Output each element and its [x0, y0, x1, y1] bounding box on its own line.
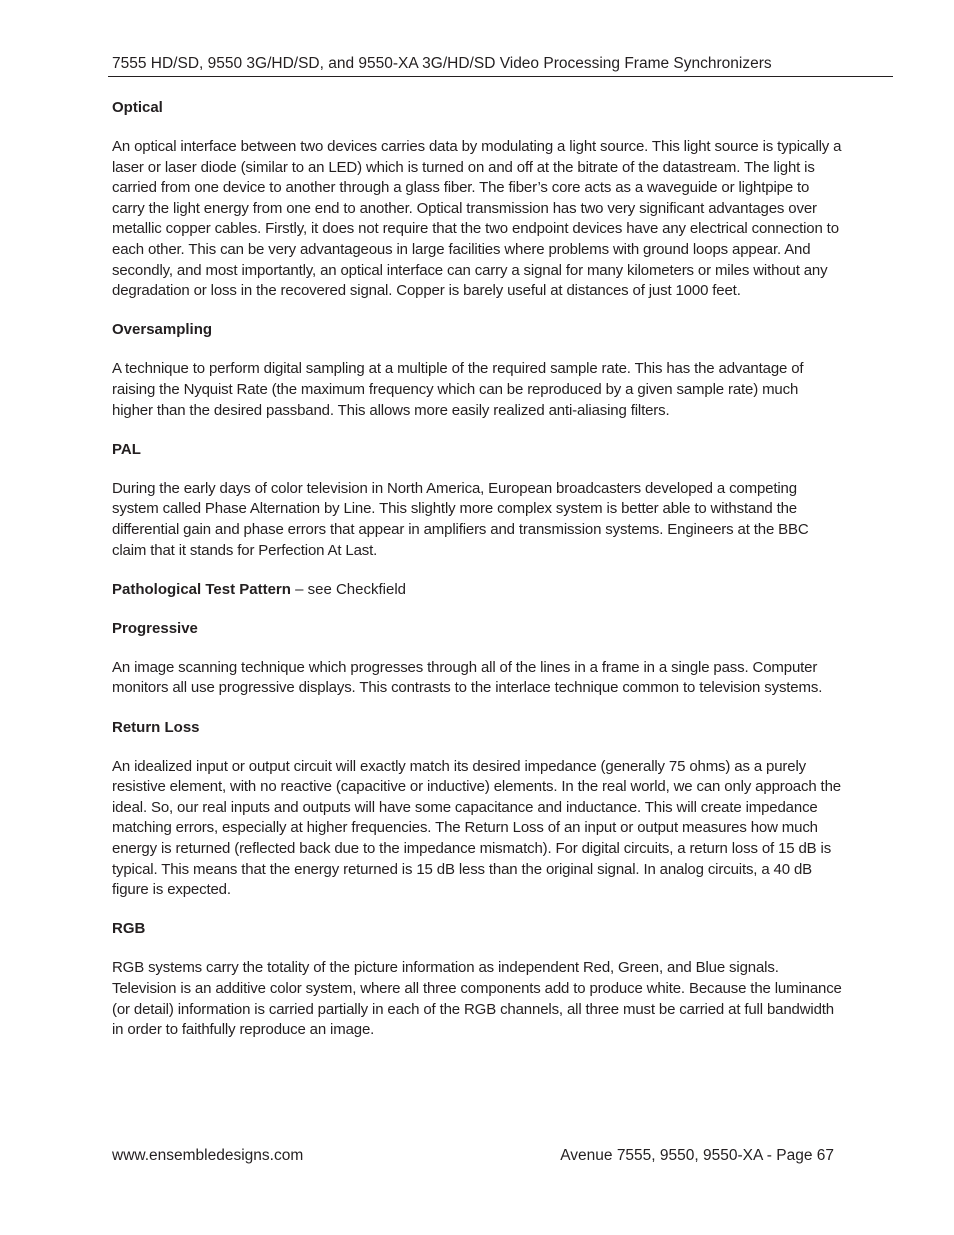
glossary-entry-pal	[112, 440, 842, 561]
glossary-entry-return-loss	[112, 718, 842, 901]
term-definition: RGB systems carry the totality of the picture information as independent Red, Green, and Blue signals. Television is an additive color system, where all three components add to produce white. Because the luminance (or detail) information is carried partially in each of the RGB channels, all three must be carried at full bandwidth in order to faithfully reproduce an image.	[112, 959, 842, 1039]
header-rule	[108, 76, 893, 77]
term-name: Pathological Test Pattern	[112, 580, 291, 598]
glossary-entry-progressive	[112, 619, 842, 699]
term-definition: An idealized input or output circuit will exactly match its desired impedance (generally 75 ohms) as a purely resistive element, with no reactive (capacitive or inductive) elements. In the real world, we can only approach the ideal. So, our real inputs and outputs will have some capacitance and inductance. This will create impedance matching errors, especially at higher frequencies. The Return Loss of an input or output measures how much energy is returned (reflected back due to the impedance mismatch). For digital circuits, a return loss of 15 dB is typical. This means that the energy returned is 15 dB less than the original signal. In analog circuits, a 40 dB figure is expected.	[112, 757, 841, 899]
term-definition: An image scanning technique which progresses through all of the lines in a frame in a single pass. Computer monitors all use progressive displays. This contrasts to the interlace technique common to television systems.	[112, 658, 823, 697]
footer-page-label: Avenue 7555, 9550, 9550-XA - Page 67	[560, 1147, 834, 1164]
term-heading: RGB	[112, 920, 146, 938]
term-heading: Return Loss	[112, 718, 200, 736]
glossary-entry-rgb	[112, 919, 842, 1040]
glossary-entry-oversampling	[112, 320, 842, 421]
term-heading: PAL	[112, 440, 141, 458]
term-heading: Progressive	[112, 619, 198, 637]
term-definition: A technique to perform digital sampling at a multiple of the required sample rate. This has the advantage of raising the Nyquist Rate (the maximum frequency which can be reproduced by a given sample rate) much higher than the desired passband. This allows more easily realized anti-aliasing filters.	[112, 360, 804, 419]
running-header: 7555 HD/SD, 9550 3G/HD/SD, and 9550-XA 3G/HD/SD Video Processing Frame Synchronizers	[112, 55, 772, 72]
term-heading: Oversampling	[112, 321, 213, 339]
term-heading: Optical	[112, 99, 163, 116]
term-heading	[112, 580, 842, 601]
glossary-content	[112, 98, 842, 1059]
term-definition: During the early days of color television in North America, European broadcasters developed a competing system called Phase Alternation by Line. This slightly more complex system is better able to withstand the differential gain and phase errors that appear in amplifiers and transmission systems. Engineers at the BBC claim that it stands for Perfection At Last.	[112, 479, 809, 559]
footer-website: www.ensembledesigns.com	[112, 1147, 304, 1164]
glossary-entry-optical	[112, 98, 842, 302]
see-reference: – see Checkfield	[290, 580, 407, 598]
glossary-entry-pathological-test-pattern	[112, 580, 842, 601]
term-definition: An optical interface between two devices carries data by modulating a light source. This light source is typically a laser or laser diode (similar to an LED) which is turned on and off at the bitrate of the datastream. The light is carried from one device to another through a glass fiber. The fiber’s core acts as a waveguide or lightpipe to carry the light energy from one end to another. Optical transmission has two very significant advantages over metallic copper cables. Firstly, it does not require that the two endpoint devices have any electrical connection to each other. This can be very advantageous in large facilities where problems with ground loops appear. And secondly, and most importantly, an optical interface can carry a signal for many kilometers or miles without any degradation or loss in the recovered signal. Copper is barely useful at distances of just 1000 feet.	[112, 138, 842, 300]
